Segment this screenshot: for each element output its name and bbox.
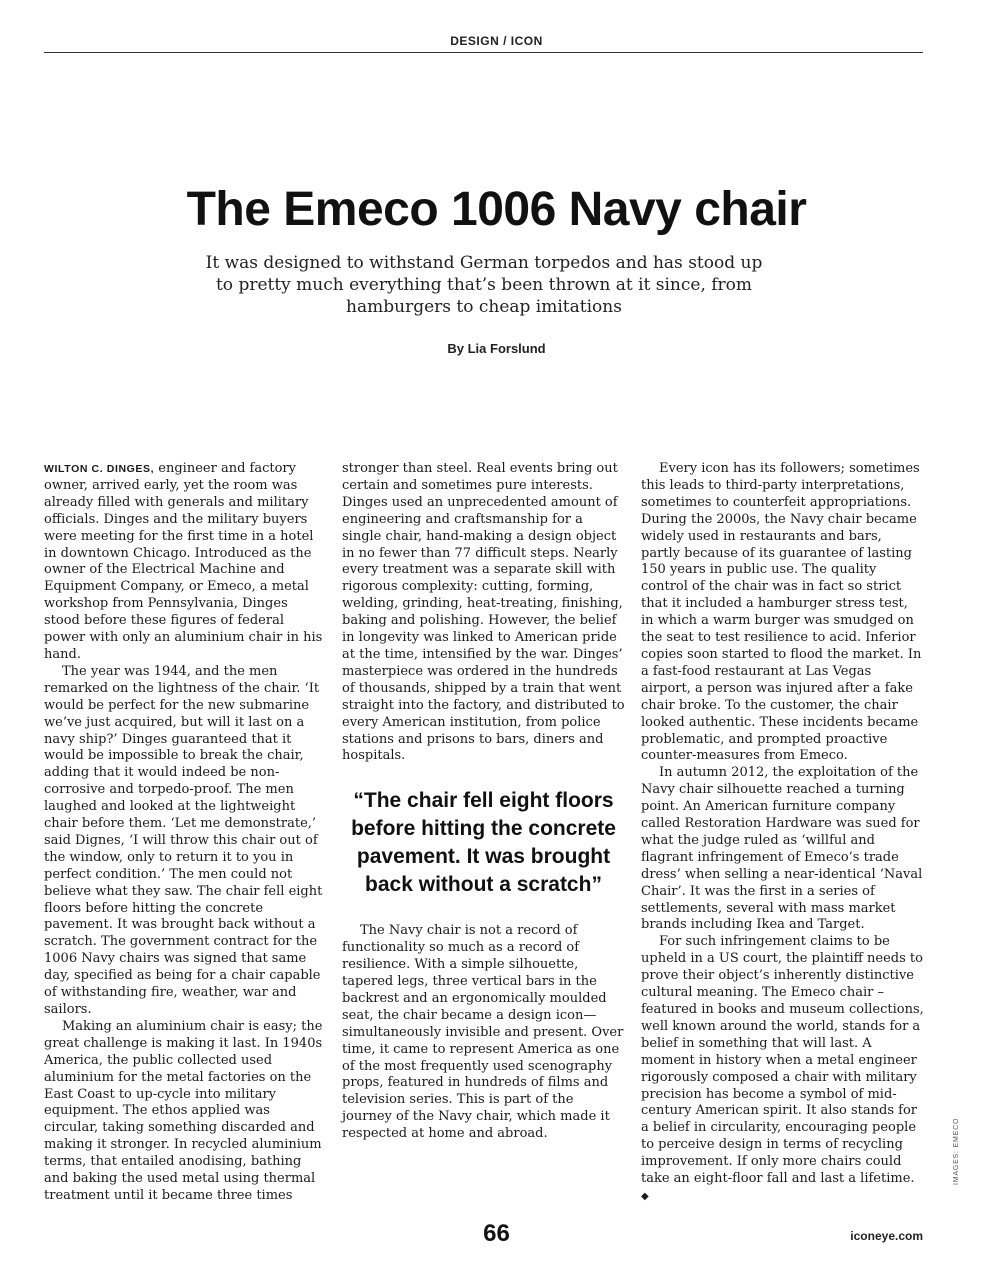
body-column-1	[44, 461, 327, 1205]
pull-quote: “The chair fell eight floors before hitting the concrete pavement. It was brought back without a scratch”	[351, 789, 616, 897]
paragraph-text: engineer and factory owner, arrived early, yet the room was already filled with generals and military officials. Dinges and the military buyers were meeting for the first time in a hotel in downtown Chicago. Introduced as the owner of the Electrical Machine and Equipment Company, or Emeco, a metal workshop from Pennsylvania, Dinges stood before these figures of federal power with only an aluminium chair in his hand.	[44, 461, 323, 662]
paragraph: In autumn 2012, the exploitation of the Navy chair silhouette reached a turning point. An American furniture company called Restoration Hardware was sued for what the judge ruled as ‘willful and flagrant infringement of Emeco’s trade dress’ when selling a near-identical ‘Naval Chair’. It was the first in a series of settlements, several with mass market brands including Ikea and Target.	[641, 765, 923, 933]
paragraph: Making an aluminium chair is easy; the great challenge is making it last. In 1940s America, the public collected used aluminium for the metal factories on the East Coast to up-cycle into military equipment. The ethos applied was circular, taking something discarded and making it stronger. In recycled aluminium terms, that entailed anodising, bathing and baking the used metal using thermal treatment until it became three times	[44, 1018, 323, 1203]
paragraph	[44, 461, 327, 664]
site-url: iconeye.com	[850, 1229, 923, 1243]
image-credit: IMAGES: EMECO	[953, 1117, 960, 1185]
paragraph	[641, 934, 924, 1206]
paragraph: stronger than steel. Real events bring out certain and sometimes pure interests. Dinges used an unprecedented amount of engineering and craftsmanship for a single chair, hand-making a design object in no fewer than 77 difficult steps. Nearly every treatment was a separate skill with rigorous complexity: cutting, forming, welding, grinding, heat-treating, finishing, baking and polishing. However, the belief in longevity was linked to American pride at the time, intensified by the war. Dinges’ masterpiece was ordered in the hundreds of thousands, shipped by a train that went straight into the factory, and distributed to every American institution, from police stations and prisons to bars, diners and hospitals.	[342, 461, 625, 764]
paragraph: Every icon has its followers; sometimes this leads to third-party interpretations, sometimes to counterfeit appropriations. During the 2000s, the Navy chair became widely used in restaurants and bars, partly because of its guarantee of lasting 150 years in public use. The quality control of the chair was in fact so strict that it included a hamburger stress test, in which a warm burger was smudged on the seat to test resilience to acid. Inferior copies soon started to flood the market. In a fast-food restaurant at Las Vegas airport, a person was injured after a fake chair broke. To the customer, the chair looked authentic. These incidents became problematic, and prompted proactive counter-measures from Emeco.	[641, 461, 922, 764]
paragraph: The Navy chair is not a record of functionality so much as a record of resilience. With a simple silhouette, tapered legs, three vertical bars in the backrest and an ergonomically moulded seat, the chair became a design icon—simultaneously invisible and present. Over time, it came to represent America as one of the most frequently used scenography props, featured in hundreds of films and television series. This is part of the journey of the Navy chair, which made it respected at home and abroad.	[342, 923, 624, 1142]
paragraph-text: For such infringement claims to be upheld in a US court, the plaintiff needs to prove their object’s inherently distinctive cultural meaning. The Emeco chair – featured in books and museum collections, well known around the world, stands for a belief in something that will last. A moment in history when a metal engineer rigorously composed a chair with military precision has become a symbol of mid-century American spirit. It also stands for a belief in circularity, encouraging people to perceive design in terms of recycling improvement. If only more chairs could take an eight-floor fall and last a lifetime.	[641, 934, 924, 1187]
body-column-2	[342, 461, 625, 1143]
header-rule	[44, 52, 923, 53]
body-column-3	[641, 461, 924, 1206]
article-standfirst: It was designed to withstand German torpedos and has stood up to pretty much everything that’s been thrown at it since, from hamburgers to cheap imitations	[205, 253, 763, 317]
paragraph: The year was 1944, and the men remarked on the lightness of the chair. ‘It would be perfect for the new submarine we’ve just acquired, but will it last on a navy ship?’ Dinges guaranteed that it would be impossible to break the chair, adding that it would indeed be non-corrosive and torpedo-proof. The men laughed and looked at the lightweight chair before them. ‘Let me demonstrate,’ said Dignes, ‘I will throw this chair out of the window, only to return it to you in perfect condition.’ The men could not believe what they saw. The chair fell eight floors before hitting the concrete pavement. It was brought back without a scratch. The government contract for the 1006 Navy chairs was signed that same day, specified as being for a chair capable of withstanding fire, weather, war and sailors.	[44, 663, 323, 1017]
article-title: The Emeco 1006 Navy chair	[186, 183, 807, 236]
end-mark-icon: ◆	[641, 1190, 649, 1202]
page-number: 66	[483, 1220, 510, 1247]
byline: By Lia Forslund	[447, 341, 546, 356]
section-label: DESIGN / ICON	[450, 34, 543, 48]
lead-in-name: WILTON C. DINGES,	[44, 463, 155, 475]
